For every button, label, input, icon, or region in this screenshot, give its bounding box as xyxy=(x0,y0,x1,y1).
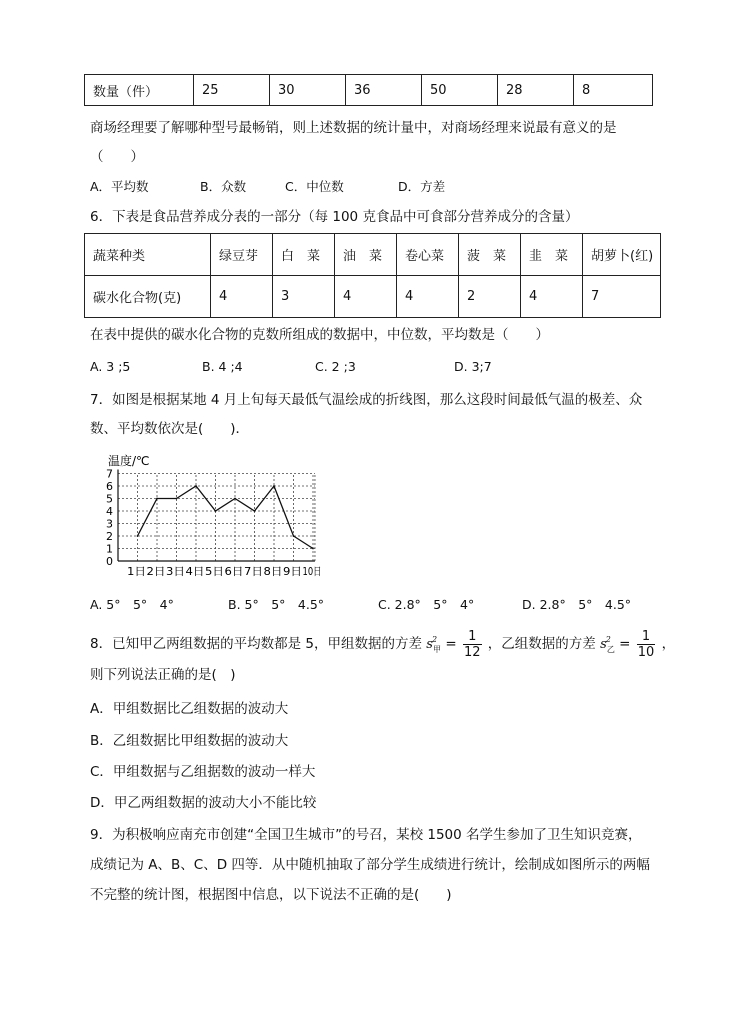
chart-y-ticks xyxy=(106,468,113,569)
table-header-cell: 卷心菜 xyxy=(397,234,459,276)
q8-option-b: B．乙组数据比甲组数据的波动大 xyxy=(90,733,289,749)
q7-option-d: D. 2.8° 5° 4.5° xyxy=(522,597,632,612)
table-cell: 7 xyxy=(583,276,661,318)
variance-symbol-jia: $s^2_甲$ xyxy=(426,635,442,654)
y-tick-label: 1 xyxy=(106,542,113,556)
y-tick-label: 0 xyxy=(106,555,113,568)
x-tick-label: 1日 xyxy=(127,565,146,578)
x-tick-label: 4日 xyxy=(185,565,205,578)
q6-option-b: B. 4 ;4 xyxy=(202,359,243,374)
q8-option-c: C．甲组数据与乙组据数的波动一样大 xyxy=(90,764,316,780)
q5-option-b: B．众数 xyxy=(200,179,247,194)
data-point xyxy=(234,498,236,500)
data-point xyxy=(176,498,178,500)
y-tick-label: 3 xyxy=(106,517,113,531)
q6-option-c: C. 2 ;3 xyxy=(315,359,356,374)
q8-stem-line2: 则下列说法正确的是( ) xyxy=(90,667,236,683)
table-header-cell: 绿豆芽 xyxy=(211,234,273,276)
table-row xyxy=(85,234,661,276)
data-point xyxy=(156,498,158,500)
variance-symbol-yi: $s^2_乙$ xyxy=(600,635,615,654)
x-tick-label: 2日 xyxy=(146,565,166,578)
table-header-cell: 油 菜 xyxy=(335,234,397,276)
chart-ylabel: 温度/℃ xyxy=(108,454,150,468)
data-point xyxy=(195,485,197,487)
q5-option-a: A．平均数 xyxy=(90,179,149,194)
fraction-jia: $\frac{1}{12}$ xyxy=(463,628,481,660)
q9-stem-line2: 成绩记为 A、B、C、D 四等．从中随机抽取了部分学生成绩进行统计，绘制成如图所示的两幅 xyxy=(90,857,650,873)
table-cell: 2 xyxy=(459,276,521,318)
table-cell: 8 xyxy=(574,75,653,106)
q7-option-c: C. 2.8° 5° 4° xyxy=(378,597,475,612)
q7-option-b: B. 5° 5° 4.5° xyxy=(228,597,325,612)
table-cell: 4 xyxy=(521,276,583,318)
table-row xyxy=(85,276,661,318)
table-row xyxy=(85,75,653,106)
y-tick-label: 5 xyxy=(106,492,113,506)
x-tick-label: 10日 xyxy=(302,565,322,578)
equals-sign: = xyxy=(619,636,631,652)
x-tick-label: 3日 xyxy=(166,565,185,578)
x-tick-label: 8日 xyxy=(263,565,283,578)
table-cell: 3 xyxy=(273,276,335,318)
table-cell: 25 xyxy=(194,75,270,106)
q6-question: 在表中提供的碳水化合物的克数所组成的数据中，中位数，平均数是（ ） xyxy=(90,327,549,343)
fraction-yi: $\frac{1}{10}$ xyxy=(637,628,655,660)
x-tick-label: 7日 xyxy=(244,565,263,578)
q6-option-d: D. 3;7 xyxy=(454,359,492,374)
q6-option-a: A. 3 ;5 xyxy=(90,359,131,374)
q7-stem-line1: 7．如图是根据某地 4 月上旬每天最低气温绘成的折线图，那么这段时间最低气温的极差、众 xyxy=(90,392,643,408)
q8-comma: ， xyxy=(661,636,676,652)
data-point xyxy=(312,548,314,550)
q8-option-d: D．甲乙两组数据的波动大小不能比较 xyxy=(90,795,317,811)
q6-stem: 6．下表是食品营养成分表的一部分（每 100 克食品中可食部分营养成分的含量） xyxy=(90,209,579,225)
table-cell-label: 数量（件） xyxy=(85,75,194,106)
table-header-cell: 白 菜 xyxy=(273,234,335,276)
q8-text-a: 8．已知甲乙两组数据的平均数都是 5，甲组数据的方差 xyxy=(90,636,422,652)
quantity-table xyxy=(84,74,653,106)
data-point xyxy=(273,485,275,487)
y-tick-label: 4 xyxy=(106,505,113,518)
temperature-line-chart xyxy=(96,450,346,585)
q7-stem-line2: 数、平均数依次是( )． xyxy=(90,421,250,437)
y-tick-label: 2 xyxy=(106,530,113,543)
q9-stem-line1: 9．为积极响应南充市创建“全国卫生城市”的号召，某校 1500 名学生参加了卫生知识竞赛， xyxy=(90,827,642,843)
q8-option-a: A．甲组数据比乙组数据的波动大 xyxy=(90,701,289,717)
nutrition-table xyxy=(84,233,661,318)
table-cell: 4 xyxy=(397,276,459,318)
series-line xyxy=(138,486,314,549)
data-point xyxy=(215,510,217,512)
table-cell: 36 xyxy=(346,75,422,106)
table-header-cell: 蔬菜种类 xyxy=(85,234,211,276)
x-tick-label: 9日 xyxy=(283,565,302,578)
y-tick-label: 6 xyxy=(106,480,113,493)
table-cell-label: 碳水化合物(克) xyxy=(85,276,211,318)
table-cell: 50 xyxy=(422,75,498,106)
table-cell: 30 xyxy=(270,75,346,106)
x-tick-label: 5日 xyxy=(205,565,224,578)
q5-option-c: C．中位数 xyxy=(285,179,344,194)
data-point xyxy=(293,535,295,537)
chart-series xyxy=(137,485,314,549)
q7-option-a: A. 5° 5° 4° xyxy=(90,597,174,612)
q9-stem-line3: 不完整的统计图，根据图中信息，以下说法不正确的是( ) xyxy=(90,887,452,903)
q5-blank: （ ） xyxy=(90,149,144,165)
chart-x-ticks xyxy=(127,565,322,578)
table-cell: 28 xyxy=(498,75,574,106)
q5-option-d: D．方差 xyxy=(398,179,446,194)
q5-stem: 商场经理要了解哪种型号最畅销，则上述数据的统计量中，对商场经理来说最有意义的是 xyxy=(90,120,617,136)
q8-text-b: ，乙组数据的方差 xyxy=(487,636,596,652)
data-point xyxy=(254,510,256,512)
data-point xyxy=(137,535,139,537)
q8-stem-line1 xyxy=(90,627,675,663)
table-header-cell: 韭 菜 xyxy=(521,234,583,276)
table-cell: 4 xyxy=(211,276,273,318)
x-tick-label: 6日 xyxy=(224,565,244,578)
y-tick-label: 7 xyxy=(106,467,113,481)
table-header-cell: 菠 菜 xyxy=(459,234,521,276)
table-header-cell: 胡萝卜(红) xyxy=(583,234,661,276)
equals-sign: = xyxy=(445,636,457,652)
table-cell: 4 xyxy=(335,276,397,318)
